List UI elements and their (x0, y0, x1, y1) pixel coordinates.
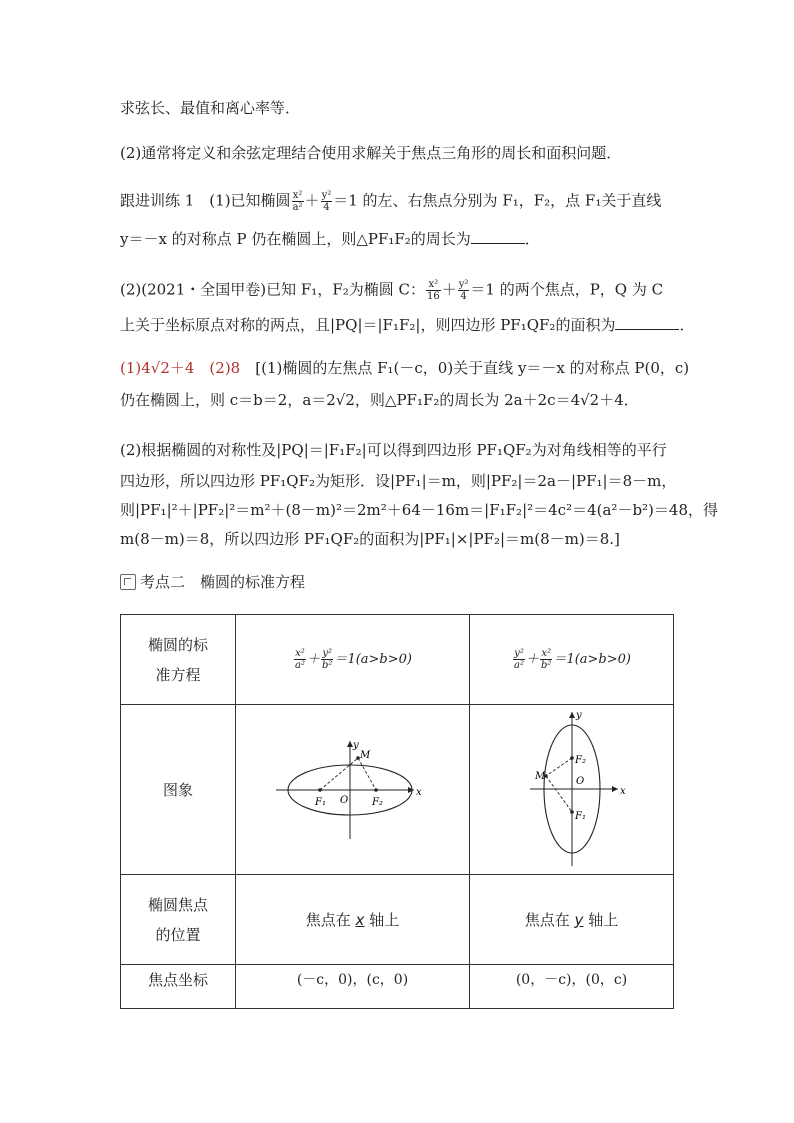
exercise-2-line-1 (120, 279, 663, 302)
text-span: y＝－x 的对称点 P 仍在椭圆上，则△PF₁F₂的周长为 (120, 230, 471, 248)
denominator: a² (514, 660, 524, 671)
text-span: 轴上 (583, 910, 619, 929)
exercise-1-line-1 (120, 190, 661, 213)
table-cell (236, 615, 470, 705)
focus-point (570, 756, 574, 760)
answer-line-5 (120, 500, 718, 520)
text-span: 焦点在 (305, 910, 356, 929)
y-axis-arrow (569, 712, 575, 718)
text-span: 求弦长、最值和离心率等． (120, 99, 301, 117)
answer-blank (615, 315, 679, 330)
x-label: x (416, 786, 422, 798)
fraction (321, 190, 333, 213)
axis-name: x (355, 910, 365, 929)
y-label: y (576, 709, 582, 721)
denominator: 16 (426, 291, 440, 302)
text-span: 四边形，所以四边形 PF₁QF₂为矩形．设|PF₁|＝m，则|PF₂|＝2a－|PF₁|＝8－m， (120, 472, 677, 490)
focus-point (318, 788, 322, 792)
f2-label: F₂ (575, 754, 586, 766)
answer-line-3 (120, 440, 667, 460)
table-row (121, 965, 674, 1009)
table-cell (236, 705, 470, 875)
numerator: x² (541, 648, 552, 659)
fraction (294, 648, 306, 671)
answer-line-2 (120, 390, 639, 410)
text-span: ＝1 的左、右焦点分别为 F₁，F₂，点 F₁关于直线 (333, 191, 662, 210)
ellipse-standard-equation-table (120, 614, 674, 1009)
row-label: 椭圆焦点的位置 (147, 895, 208, 944)
text-line (120, 143, 621, 163)
table-cell (236, 875, 470, 965)
m-label: M (360, 749, 371, 761)
row-label: 焦点坐标 (147, 971, 208, 989)
denominator: 4 (460, 291, 467, 302)
table-cell (470, 705, 674, 875)
answer-line-6 (120, 529, 620, 549)
focus-point (374, 788, 378, 792)
focal-radius-2 (358, 758, 376, 790)
text-span: 跟进训练 1 (1)已知椭圆 (120, 191, 291, 210)
text-span: (2)通常将定义和余弦定理结合使用求解关于焦点三角形的周长和面积问题． (120, 144, 622, 162)
answer-blank (471, 229, 525, 244)
table-cell (470, 615, 674, 705)
denominator: a² (292, 202, 303, 213)
horizontal-ellipse-graph (236, 706, 469, 874)
table-cell (470, 965, 674, 1009)
focus-coordinates: (0，－c)，(0，c) (515, 972, 628, 988)
plus-sign: ＋ (526, 652, 540, 667)
numerator: y² (458, 279, 469, 290)
fraction (426, 279, 441, 302)
vertical-ellipse-graph (470, 706, 673, 874)
plus-sign: ＋ (441, 280, 457, 299)
axis-name: y (574, 910, 584, 929)
row-label: 图象 (162, 780, 193, 799)
denominator: a² (295, 660, 305, 671)
section-marker-icon (120, 574, 136, 590)
f1-label: F₁ (575, 810, 586, 822)
text-span: 焦点在 (524, 910, 575, 929)
x-axis-arrow (408, 787, 414, 793)
answer-key: (1)4√2＋4 (2)8 (120, 359, 241, 377)
answer-line-4 (120, 471, 676, 491)
focal-radius-2 (546, 776, 572, 812)
numerator: x² (292, 190, 303, 201)
text-span: ＝1 的两个焦点，P，Q 为 C (470, 280, 664, 299)
f1-label: F₁ (315, 796, 326, 808)
table-cell (121, 705, 236, 875)
focus-coordinates: (－c，0)，(c，0) (296, 972, 409, 988)
section-title: 考点二 椭圆的标准方程 (140, 573, 306, 591)
table-cell (121, 965, 236, 1009)
fraction (292, 190, 304, 213)
numerator: x² (426, 279, 441, 291)
text-line (120, 98, 300, 118)
text-span: m(8－m)＝8，所以四边形 PF₁QF₂的面积为|PF₁|×|PF₂|＝m(8－m)＝8.] (120, 530, 620, 548)
text-span: 仍在椭圆上，则 c＝b＝2，a＝2√2，则△PF₁F₂的周长为 2a＋2c＝4√2＋4． (120, 391, 639, 409)
plus-sign: ＋ (307, 652, 321, 667)
m-label: M (535, 770, 546, 782)
plus-sign: ＋ (304, 191, 320, 210)
y-label: y (353, 739, 359, 751)
table-row (121, 615, 674, 705)
fraction (540, 648, 552, 671)
denominator: b² (322, 660, 333, 671)
table-cell (121, 875, 236, 965)
numerator: x² (295, 648, 305, 659)
text-span: 轴上 (364, 910, 400, 929)
x-axis-arrow (612, 786, 618, 792)
exercise-2-line-2: 上关于坐标原点对称的两点，且|PQ|＝|F₁F₂|，则四边形 PF₁QF₂的面积为 ． (120, 316, 695, 334)
fraction (513, 648, 525, 671)
focal-radius-1 (546, 758, 572, 776)
section-heading (120, 571, 305, 592)
text-span: 上关于坐标原点对称的两点，且|PQ|＝|F₁F₂|，则四边形 PF₁QF₂的面积为 (120, 316, 616, 334)
table-cell (236, 965, 470, 1009)
text-span: (2)根据椭圆的对称性及|PQ|＝|F₁F₂|可以得到四边形 PF₁QF₂为对角线相等的平行 (120, 441, 667, 459)
x-label: x (620, 785, 626, 797)
focus-point (570, 810, 574, 814)
text-span: 则|PF₁|²＋|PF₂|²＝m²＋(8－m)²＝2m²＋64－16m＝|F₁F₂|²＝4c²＝4(a²－b²)＝48，得 (120, 501, 718, 519)
fraction (321, 648, 333, 671)
table-cell (121, 615, 236, 705)
equation-tail: ＝1(a>b>0) (334, 652, 412, 667)
answer-line-1 (120, 358, 689, 378)
text-span: (2)(2021・全国甲卷)已知 F₁，F₂为椭圆 C： (120, 280, 425, 299)
focal-radius-1 (320, 758, 358, 790)
denominator: 4 (323, 202, 330, 213)
table-row (121, 705, 674, 875)
origin-label: O (576, 775, 585, 787)
numerator: y² (514, 648, 524, 659)
table-row (121, 875, 674, 965)
fraction (458, 279, 470, 302)
row-label: 椭圆的标准方程 (147, 635, 208, 684)
denominator: b² (541, 660, 552, 671)
table-cell (470, 875, 674, 965)
origin-label: O (340, 794, 349, 806)
text-span: [(1)椭圆的左焦点 F₁(－c，0)关于直线 y＝－x 的对称点 P(0，c) (240, 359, 690, 377)
exercise-1-line-2: y＝－x 的对称点 P 仍在椭圆上，则△PF₁F₂的周长为 ． (120, 230, 540, 248)
f2-label: F₂ (372, 796, 383, 808)
numerator: y² (322, 648, 333, 659)
numerator: y² (321, 190, 332, 201)
equation-tail: ＝1(a>b>0) (553, 652, 631, 667)
